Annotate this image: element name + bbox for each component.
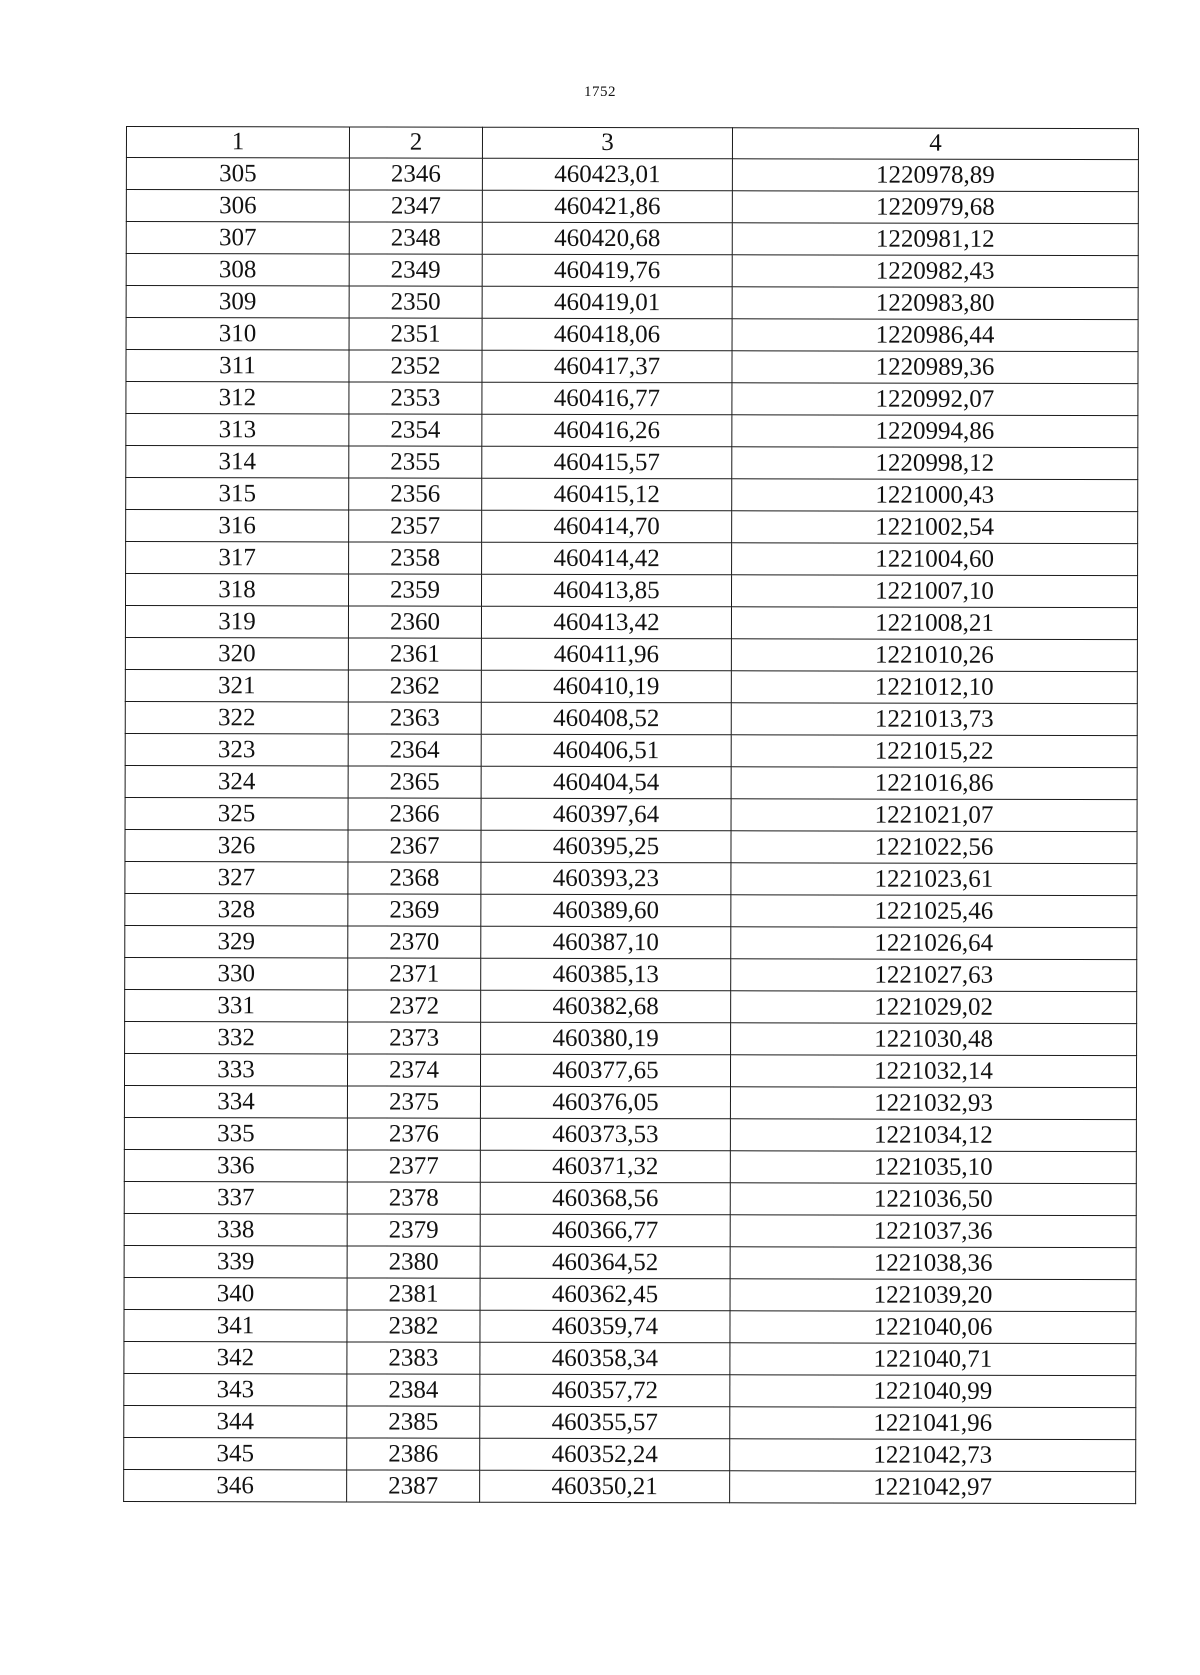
cell-col2: 2373 — [348, 1022, 481, 1054]
cell-col1: 324 — [125, 765, 348, 797]
cell-col4: 1221013,73 — [731, 703, 1137, 736]
header-cell-col1: 1 — [126, 127, 349, 158]
cell-col1: 343 — [124, 1373, 347, 1405]
cell-col2: 2378 — [347, 1182, 480, 1214]
table-row — [124, 1469, 1136, 1503]
cell-col3: 460377,65 — [480, 1054, 730, 1087]
cell-col4: 1221034,12 — [730, 1119, 1136, 1152]
cell-col4: 1221035,10 — [730, 1151, 1136, 1184]
cell-col4: 1221036,50 — [730, 1183, 1136, 1216]
cell-col3: 460406,51 — [481, 734, 731, 767]
cell-col2: 2385 — [347, 1406, 480, 1438]
cell-col2: 2372 — [348, 990, 481, 1022]
cell-col3: 460415,12 — [482, 478, 732, 511]
cell-col2: 2347 — [349, 190, 482, 222]
cell-col1: 310 — [126, 318, 349, 350]
cell-col2: 2374 — [347, 1054, 480, 1086]
cell-col4: 1221012,10 — [731, 671, 1137, 704]
cell-col2: 2354 — [349, 414, 482, 446]
header-cell-col4: 4 — [732, 128, 1138, 160]
cell-col2: 2377 — [347, 1150, 480, 1182]
table-row — [124, 1277, 1136, 1311]
cell-col3: 460355,57 — [480, 1406, 730, 1439]
cell-col2: 2363 — [348, 702, 481, 734]
cell-col1: 345 — [124, 1437, 347, 1469]
table-row — [125, 829, 1137, 863]
table-row — [126, 190, 1138, 224]
table-row — [124, 1405, 1136, 1439]
table-row — [126, 318, 1138, 352]
cell-col2: 2350 — [349, 286, 482, 318]
cell-col1: 338 — [124, 1213, 347, 1245]
table-row — [125, 861, 1137, 895]
table-row — [124, 1245, 1136, 1279]
cell-col2: 2370 — [348, 926, 481, 958]
cell-col3: 460414,42 — [482, 542, 732, 575]
cell-col3: 460423,01 — [482, 158, 732, 191]
cell-col1: 305 — [126, 158, 349, 190]
cell-col4: 1221039,20 — [730, 1279, 1136, 1312]
cell-col1: 330 — [125, 957, 348, 989]
cell-col3: 460397,64 — [481, 798, 731, 831]
cell-col2: 2387 — [347, 1470, 480, 1502]
cell-col2: 2386 — [347, 1438, 480, 1470]
cell-col2: 2365 — [348, 766, 481, 798]
cell-col3: 460359,74 — [480, 1310, 730, 1343]
cell-col3: 460362,45 — [480, 1278, 730, 1311]
cell-col3: 460366,77 — [480, 1214, 730, 1247]
cell-col4: 1221042,97 — [730, 1471, 1136, 1504]
cell-col2: 2356 — [349, 478, 482, 510]
table-row — [125, 893, 1137, 927]
cell-col4: 1221002,54 — [732, 511, 1138, 544]
cell-col1: 335 — [124, 1117, 347, 1149]
cell-col1: 341 — [124, 1309, 347, 1341]
cell-col4: 1220981,12 — [732, 223, 1138, 256]
cell-col2: 2353 — [349, 382, 482, 414]
table-row — [125, 765, 1137, 799]
cell-col3: 460371,32 — [480, 1150, 730, 1183]
cell-col2: 2371 — [348, 958, 481, 990]
header-row — [126, 127, 1138, 160]
cell-col4: 1221022,56 — [731, 831, 1137, 864]
cell-col4: 1221010,26 — [731, 639, 1137, 672]
cell-col1: 346 — [124, 1469, 347, 1501]
cell-col3: 460393,23 — [481, 862, 731, 895]
cell-col1: 329 — [125, 925, 348, 957]
cell-col1: 312 — [126, 382, 349, 414]
cell-col2: 2366 — [348, 798, 481, 830]
cell-col2: 2362 — [348, 670, 481, 702]
cell-col4: 1220992,07 — [732, 383, 1138, 416]
table-row — [124, 1373, 1136, 1407]
cell-col3: 460404,54 — [481, 766, 731, 799]
table-row — [125, 637, 1137, 671]
cell-col3: 460350,21 — [480, 1470, 730, 1503]
table-row — [125, 989, 1137, 1023]
table-row — [126, 254, 1138, 288]
cell-col4: 1221023,61 — [731, 863, 1137, 896]
cell-col1: 307 — [126, 222, 349, 254]
cell-col3: 460387,10 — [481, 926, 731, 959]
table-row — [124, 1053, 1136, 1087]
cell-col3: 460413,42 — [481, 606, 731, 639]
table-row — [126, 350, 1138, 384]
cell-col1: 320 — [125, 637, 348, 669]
cell-col1: 325 — [125, 797, 348, 829]
cell-col1: 315 — [126, 478, 349, 510]
cell-col3: 460357,72 — [480, 1374, 730, 1407]
cell-col2: 2351 — [349, 318, 482, 350]
cell-col2: 2352 — [349, 350, 482, 382]
table-row — [126, 542, 1138, 576]
cell-col4: 1221040,99 — [730, 1375, 1136, 1408]
cell-col2: 2379 — [347, 1214, 480, 1246]
cell-col4: 1221042,73 — [730, 1439, 1136, 1472]
cell-col4: 1221007,10 — [731, 575, 1137, 608]
cell-col2: 2360 — [348, 606, 481, 638]
cell-col3: 460358,34 — [480, 1342, 730, 1375]
cell-col4: 1221000,43 — [732, 479, 1138, 512]
cell-col2: 2346 — [349, 158, 482, 190]
cell-col1: 321 — [125, 669, 348, 701]
cell-col3: 460421,86 — [482, 190, 732, 223]
cell-col2: 2367 — [348, 830, 481, 862]
cell-col3: 460416,26 — [482, 414, 732, 447]
table-row — [125, 606, 1137, 640]
cell-col4: 1221037,36 — [730, 1215, 1136, 1248]
cell-col4: 1221040,06 — [730, 1311, 1136, 1344]
cell-col4: 1220978,89 — [732, 159, 1138, 192]
cell-col4: 1221026,64 — [731, 927, 1137, 960]
cell-col3: 460417,37 — [482, 350, 732, 383]
cell-col2: 2359 — [348, 574, 481, 606]
cell-col1: 334 — [124, 1085, 347, 1117]
cell-col4: 1221041,96 — [730, 1407, 1136, 1440]
cell-col1: 313 — [126, 414, 349, 446]
cell-col2: 2381 — [347, 1278, 480, 1310]
table-header — [126, 127, 1138, 160]
cell-col1: 306 — [126, 190, 349, 222]
cell-col4: 1221038,36 — [730, 1247, 1136, 1280]
table-row — [126, 414, 1138, 448]
cell-col3: 460408,52 — [481, 702, 731, 735]
table-row — [125, 925, 1137, 959]
cell-col3: 460420,68 — [482, 222, 732, 255]
cell-col1: 322 — [125, 701, 348, 733]
table-row — [125, 669, 1137, 703]
cell-col3: 460368,56 — [480, 1182, 730, 1215]
cell-col2: 2369 — [348, 894, 481, 926]
table-row — [126, 446, 1138, 480]
cell-col4: 1221021,07 — [731, 799, 1137, 832]
cell-col3: 460415,57 — [482, 446, 732, 479]
table-row — [126, 158, 1138, 192]
cell-col4: 1221004,60 — [732, 543, 1138, 576]
cell-col1: 344 — [124, 1405, 347, 1437]
table-row — [125, 701, 1137, 735]
cell-col1: 331 — [125, 989, 348, 1021]
cell-col4: 1221016,86 — [731, 767, 1137, 800]
cell-col4: 1221015,22 — [731, 735, 1137, 768]
coordinates-table — [123, 126, 1139, 1504]
cell-col1: 308 — [126, 254, 349, 286]
table-row — [124, 1117, 1136, 1151]
cell-col4: 1220998,12 — [732, 447, 1138, 480]
cell-col1: 323 — [125, 733, 348, 765]
cell-col4: 1220986,44 — [732, 319, 1138, 352]
table-row — [124, 1085, 1136, 1119]
cell-col1: 333 — [124, 1053, 347, 1085]
cell-col1: 332 — [125, 1021, 348, 1053]
table-row — [125, 733, 1137, 767]
cell-col2: 2361 — [348, 638, 481, 670]
cell-col1: 309 — [126, 286, 349, 318]
cell-col3: 460413,85 — [481, 574, 731, 607]
cell-col4: 1221040,71 — [730, 1343, 1136, 1376]
cell-col3: 460380,19 — [481, 1022, 731, 1055]
table-row — [124, 1213, 1136, 1247]
cell-col3: 460376,05 — [480, 1086, 730, 1119]
table-row — [124, 1181, 1136, 1215]
cell-col2: 2348 — [349, 222, 482, 254]
cell-col3: 460410,19 — [481, 670, 731, 703]
cell-col3: 460382,68 — [481, 990, 731, 1023]
cell-col3: 460389,60 — [481, 894, 731, 927]
cell-col4: 1220982,43 — [732, 255, 1138, 288]
table-row — [126, 286, 1138, 320]
cell-col3: 460418,06 — [482, 318, 732, 351]
cell-col1: 317 — [126, 542, 349, 574]
cell-col3: 460419,01 — [482, 286, 732, 319]
cell-col2: 2349 — [349, 254, 482, 286]
header-cell-col3: 3 — [482, 127, 732, 159]
cell-col1: 339 — [124, 1245, 347, 1277]
table-row — [124, 1341, 1136, 1375]
cell-col4: 1221029,02 — [731, 991, 1137, 1024]
cell-col2: 2357 — [349, 510, 482, 542]
cell-col2: 2355 — [349, 446, 482, 478]
cell-col3: 460373,53 — [480, 1118, 730, 1151]
table-row — [125, 1021, 1137, 1055]
cell-col3: 460395,25 — [481, 830, 731, 863]
cell-col1: 326 — [125, 829, 348, 861]
cell-col1: 311 — [126, 350, 349, 382]
cell-col4: 1221032,93 — [730, 1087, 1136, 1120]
cell-col4: 1221027,63 — [731, 959, 1137, 992]
cell-col2: 2376 — [347, 1118, 480, 1150]
table-row — [126, 478, 1138, 512]
cell-col1: 336 — [124, 1149, 347, 1181]
table-row — [124, 1437, 1136, 1471]
table-row — [126, 510, 1138, 544]
cell-col2: 2384 — [347, 1374, 480, 1406]
cell-col1: 342 — [124, 1341, 347, 1373]
page-number: 1752 — [584, 84, 616, 100]
table-row — [126, 382, 1138, 416]
cell-col2: 2368 — [348, 862, 481, 894]
cell-col3: 460419,76 — [482, 254, 732, 287]
cell-col1: 328 — [125, 893, 348, 925]
cell-col3: 460414,70 — [482, 510, 732, 543]
header-cell-col2: 2 — [349, 127, 482, 158]
table-body — [124, 158, 1139, 1504]
cell-col1: 327 — [125, 861, 348, 893]
cell-col1: 340 — [124, 1277, 347, 1309]
cell-col1: 314 — [126, 446, 349, 478]
cell-col4: 1220983,80 — [732, 287, 1138, 320]
cell-col2: 2358 — [349, 542, 482, 574]
cell-col3: 460352,24 — [480, 1438, 730, 1471]
cell-col3: 460364,52 — [480, 1246, 730, 1279]
cell-col3: 460411,96 — [481, 638, 731, 671]
cell-col4: 1220989,36 — [732, 351, 1138, 384]
cell-col4: 1221030,48 — [731, 1023, 1137, 1056]
cell-col1: 316 — [126, 510, 349, 542]
cell-col2: 2380 — [347, 1246, 480, 1278]
table-row — [124, 1149, 1136, 1183]
cell-col4: 1221032,14 — [730, 1055, 1136, 1088]
table-row — [125, 574, 1137, 608]
table-row — [125, 957, 1137, 991]
cell-col2: 2375 — [347, 1086, 480, 1118]
cell-col4: 1221025,46 — [731, 895, 1137, 928]
cell-col1: 319 — [125, 606, 348, 638]
cell-col2: 2383 — [347, 1342, 480, 1374]
table-row — [126, 222, 1138, 256]
cell-col1: 318 — [125, 574, 348, 606]
cell-col1: 337 — [124, 1181, 347, 1213]
cell-col3: 460385,13 — [481, 958, 731, 991]
cell-col2: 2382 — [347, 1310, 480, 1342]
table-row — [124, 1309, 1136, 1343]
cell-col4: 1220994,86 — [732, 415, 1138, 448]
table-row — [125, 797, 1137, 831]
cell-col2: 2364 — [348, 734, 481, 766]
cell-col3: 460416,77 — [482, 382, 732, 415]
cell-col4: 1221008,21 — [731, 607, 1137, 640]
cell-col4: 1220979,68 — [732, 191, 1138, 224]
